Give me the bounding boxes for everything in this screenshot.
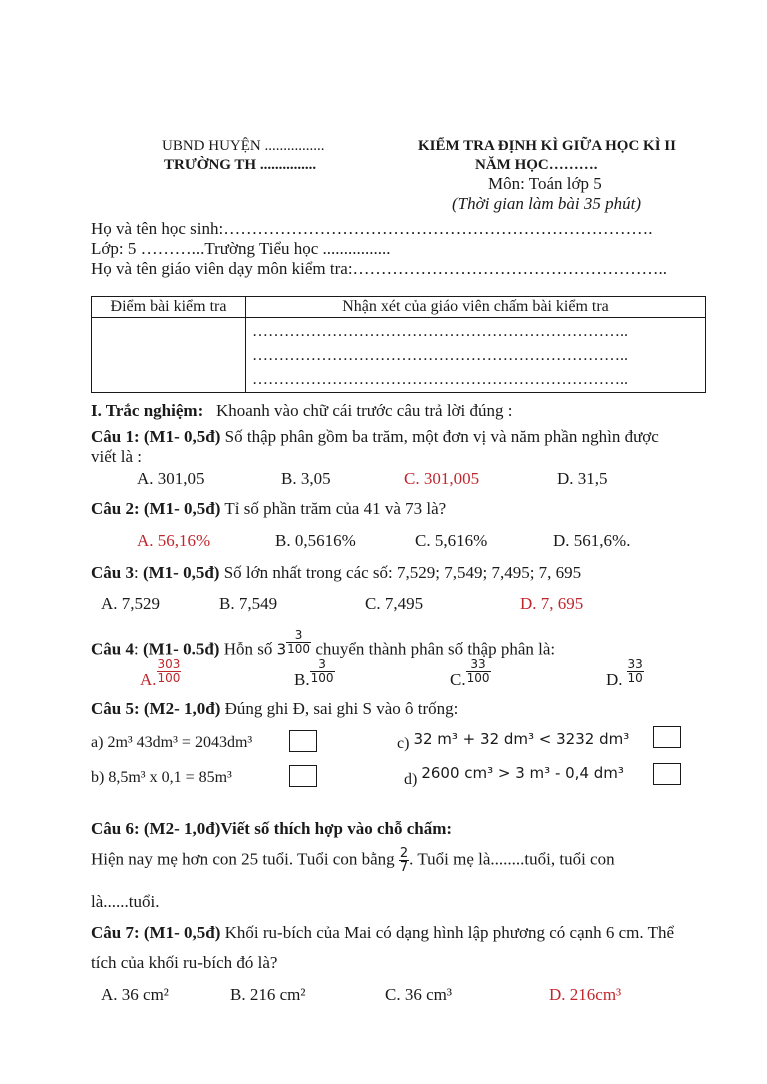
class-line: Lớp: 5 ………...Trường Tiểu học ................	[91, 239, 391, 258]
q1-option-a[interactable]: A. 301,05	[137, 469, 205, 488]
school-label: TRƯỜNG TH ...............	[164, 157, 317, 173]
q2-option-c[interactable]: C. 5,616%	[415, 531, 488, 550]
q3-option-c[interactable]: C. 7,495	[365, 594, 424, 613]
section-title: I. Trắc nghiệm:	[91, 401, 204, 420]
question-7-text-cont: tích của khối ru-bích đó là?	[91, 953, 278, 972]
question-6-text-after: . Tuổi mẹ là........tuổi, tuổi con	[409, 849, 615, 869]
fraction-denominator: 100	[310, 671, 334, 685]
q5-answer-box-c[interactable]	[653, 726, 681, 748]
question-4-text-before: Hỗn số	[223, 639, 273, 659]
q4-option-d-letter: D.	[606, 670, 623, 690]
q5-answer-box-a[interactable]	[289, 730, 317, 752]
question-6-label: Câu 6: (M2- 1,0đ)Viết số thích hợp vào chỗ chấm:	[91, 819, 453, 838]
q5-answer-box-b[interactable]	[289, 765, 317, 787]
mixed-number-fraction	[286, 629, 311, 656]
question-1-text-cont: viết là :	[91, 447, 142, 466]
q5-answer-box-d[interactable]	[653, 763, 681, 785]
question-5	[91, 699, 458, 719]
score-table	[91, 296, 706, 393]
q5-item-a-expression: 2m³ 43dm³ = 2043dm³	[107, 734, 253, 751]
q2-option-d[interactable]: D. 561,6%.	[553, 531, 631, 550]
q5-item-c-expression: 32 m³ + 32 dm³ < 3232 dm³	[413, 730, 630, 748]
duration-label: (Thời gian làm bài 35 phút)	[452, 194, 641, 213]
q2-option-b[interactable]: B. 0,5616%	[275, 531, 356, 550]
q7-option-d[interactable]: D. 216cm³	[549, 985, 622, 1004]
q4-option-d[interactable]	[606, 657, 644, 690]
subject-label: Môn: Toán lớp 5	[488, 174, 602, 193]
comment-dot-line: ……………………………………………………………..	[252, 371, 628, 388]
q4-option-c-letter: C.	[450, 670, 466, 690]
q4-option-b-letter: B.	[294, 670, 310, 690]
q5-item-b-letter: b)	[91, 769, 105, 786]
question-7	[91, 923, 674, 943]
q7-option-b[interactable]: B. 216 cm²	[230, 985, 306, 1004]
q5-item-d-expression: 2600 cm³ > 3 m³ - 0,4 dm³	[421, 764, 624, 782]
question-3	[91, 563, 581, 583]
teacher-line: Họ và tên giáo viên dạy môn kiểm tra:………………………………………………..	[91, 259, 668, 278]
question-1-label: Câu 1: (M1- 0,5đ)	[91, 427, 221, 446]
q4-option-c[interactable]	[450, 657, 491, 690]
question-4-text-after: chuyển thành phân số thập phân là:	[315, 639, 556, 659]
q5-item-b-expression: 8,5m³ x 0,1 = 85m³	[108, 769, 232, 786]
question-1	[91, 427, 659, 447]
comment-header: Nhận xét của giáo viên chấm bài kiểm tra	[246, 297, 706, 318]
q4-option-c-fraction	[466, 658, 491, 685]
fraction-denominator: 100	[157, 671, 181, 685]
comment-dot-line: ……………………………………………………………..	[252, 323, 628, 340]
comment-dot-line: ……………………………………………………………..	[252, 347, 628, 364]
q1-option-d[interactable]: D. 31,5	[557, 469, 608, 488]
score-cell	[92, 318, 246, 393]
fraction-denominator: 100	[466, 671, 490, 685]
q2-option-a[interactable]: A. 56,16%	[137, 531, 211, 550]
school-year: NĂM HỌC……….	[475, 157, 598, 173]
q5-item-a	[91, 734, 252, 752]
q3-option-a[interactable]: A. 7,529	[101, 594, 161, 613]
fraction-denominator: 7	[399, 860, 409, 875]
q3-option-b[interactable]: B. 7,549	[219, 594, 278, 613]
q5-item-a-letter: a)	[91, 734, 104, 751]
fraction-numerator: 2	[399, 846, 409, 861]
question-5-label: Câu 5: (M2- 1,0đ)	[91, 699, 221, 718]
fraction-numerator: 33	[627, 657, 643, 671]
section-instruction: Khoanh vào chữ cái trước câu trả lời đúng :	[215, 401, 513, 420]
q7-option-a[interactable]: A. 36 cm²	[101, 985, 169, 1004]
comment-cell	[246, 318, 706, 393]
q6-fraction	[399, 847, 409, 874]
question-3-text: Số lớn nhất trong các số: 7,529; 7,549; 7,495; 7, 695	[223, 563, 582, 582]
fraction-denominator: 100	[287, 642, 311, 656]
q5-item-c	[397, 730, 630, 752]
q7-option-c[interactable]: C. 36 cm³	[385, 985, 452, 1004]
mixed-number-whole: 3	[276, 640, 287, 659]
student-name-line: Họ và tên học sinh:………………………………………………………………….	[91, 219, 653, 238]
q3-option-d[interactable]: D. 7, 695	[520, 594, 584, 613]
q1-option-c[interactable]: C. 301,005	[404, 469, 480, 488]
fraction-numerator: 33	[470, 657, 486, 671]
question-2	[91, 499, 446, 519]
question-6-text-before: Hiện nay mẹ hơn con 25 tuổi. Tuổi con bằng	[91, 849, 395, 869]
question-6-text	[91, 847, 615, 874]
question-1-text: Số thập phân gồm ba trăm, một đơn vị và năm phần nghìn được	[224, 427, 659, 446]
question-7-text: Khối ru-bích của Mai có dạng hình lập phương có cạnh 6 cm. Thể	[224, 923, 675, 942]
question-7-label: Câu 7: (M1- 0,5đ)	[91, 923, 221, 942]
fraction-denominator: 10	[627, 671, 643, 685]
q1-option-b[interactable]: B. 3,05	[281, 469, 331, 488]
q5-item-d	[404, 764, 624, 788]
district-label: UBND HUYỆN ................	[162, 138, 325, 154]
section-heading	[91, 401, 513, 421]
question-2-text: Tỉ số phần trăm của 41 và 73 là?	[224, 499, 447, 518]
question-3-label: Câu 3: (M1- 0,5đ)	[91, 563, 220, 582]
q5-item-d-letter: d)	[404, 771, 418, 788]
score-header: Điểm bài kiểm tra	[92, 297, 246, 318]
question-6-text-cont: là......tuổi.	[91, 892, 160, 911]
fraction-numerator: 303	[157, 657, 181, 671]
fraction-numerator: 3	[294, 628, 303, 642]
q4-option-a[interactable]	[140, 657, 181, 690]
exam-title: KIỂM TRA ĐỊNH KÌ GIỮA HỌC KÌ II	[418, 138, 676, 154]
fraction-numerator: 3	[318, 657, 326, 671]
question-5-text: Đúng ghi Đ, sai ghi S vào ô trống:	[224, 699, 459, 718]
q4-option-a-letter: A.	[140, 670, 157, 690]
q4-option-b-fraction	[310, 658, 335, 685]
q4-option-a-fraction	[157, 658, 182, 685]
q5-item-b	[91, 769, 232, 787]
q5-item-c-letter: c)	[397, 735, 410, 752]
q4-option-d-fraction	[627, 658, 644, 685]
q4-option-b[interactable]	[294, 657, 335, 690]
question-4-label: Câu 4: (M1- 0.5đ)	[91, 639, 220, 659]
question-2-label: Câu 2: (M1- 0,5đ)	[91, 499, 221, 518]
